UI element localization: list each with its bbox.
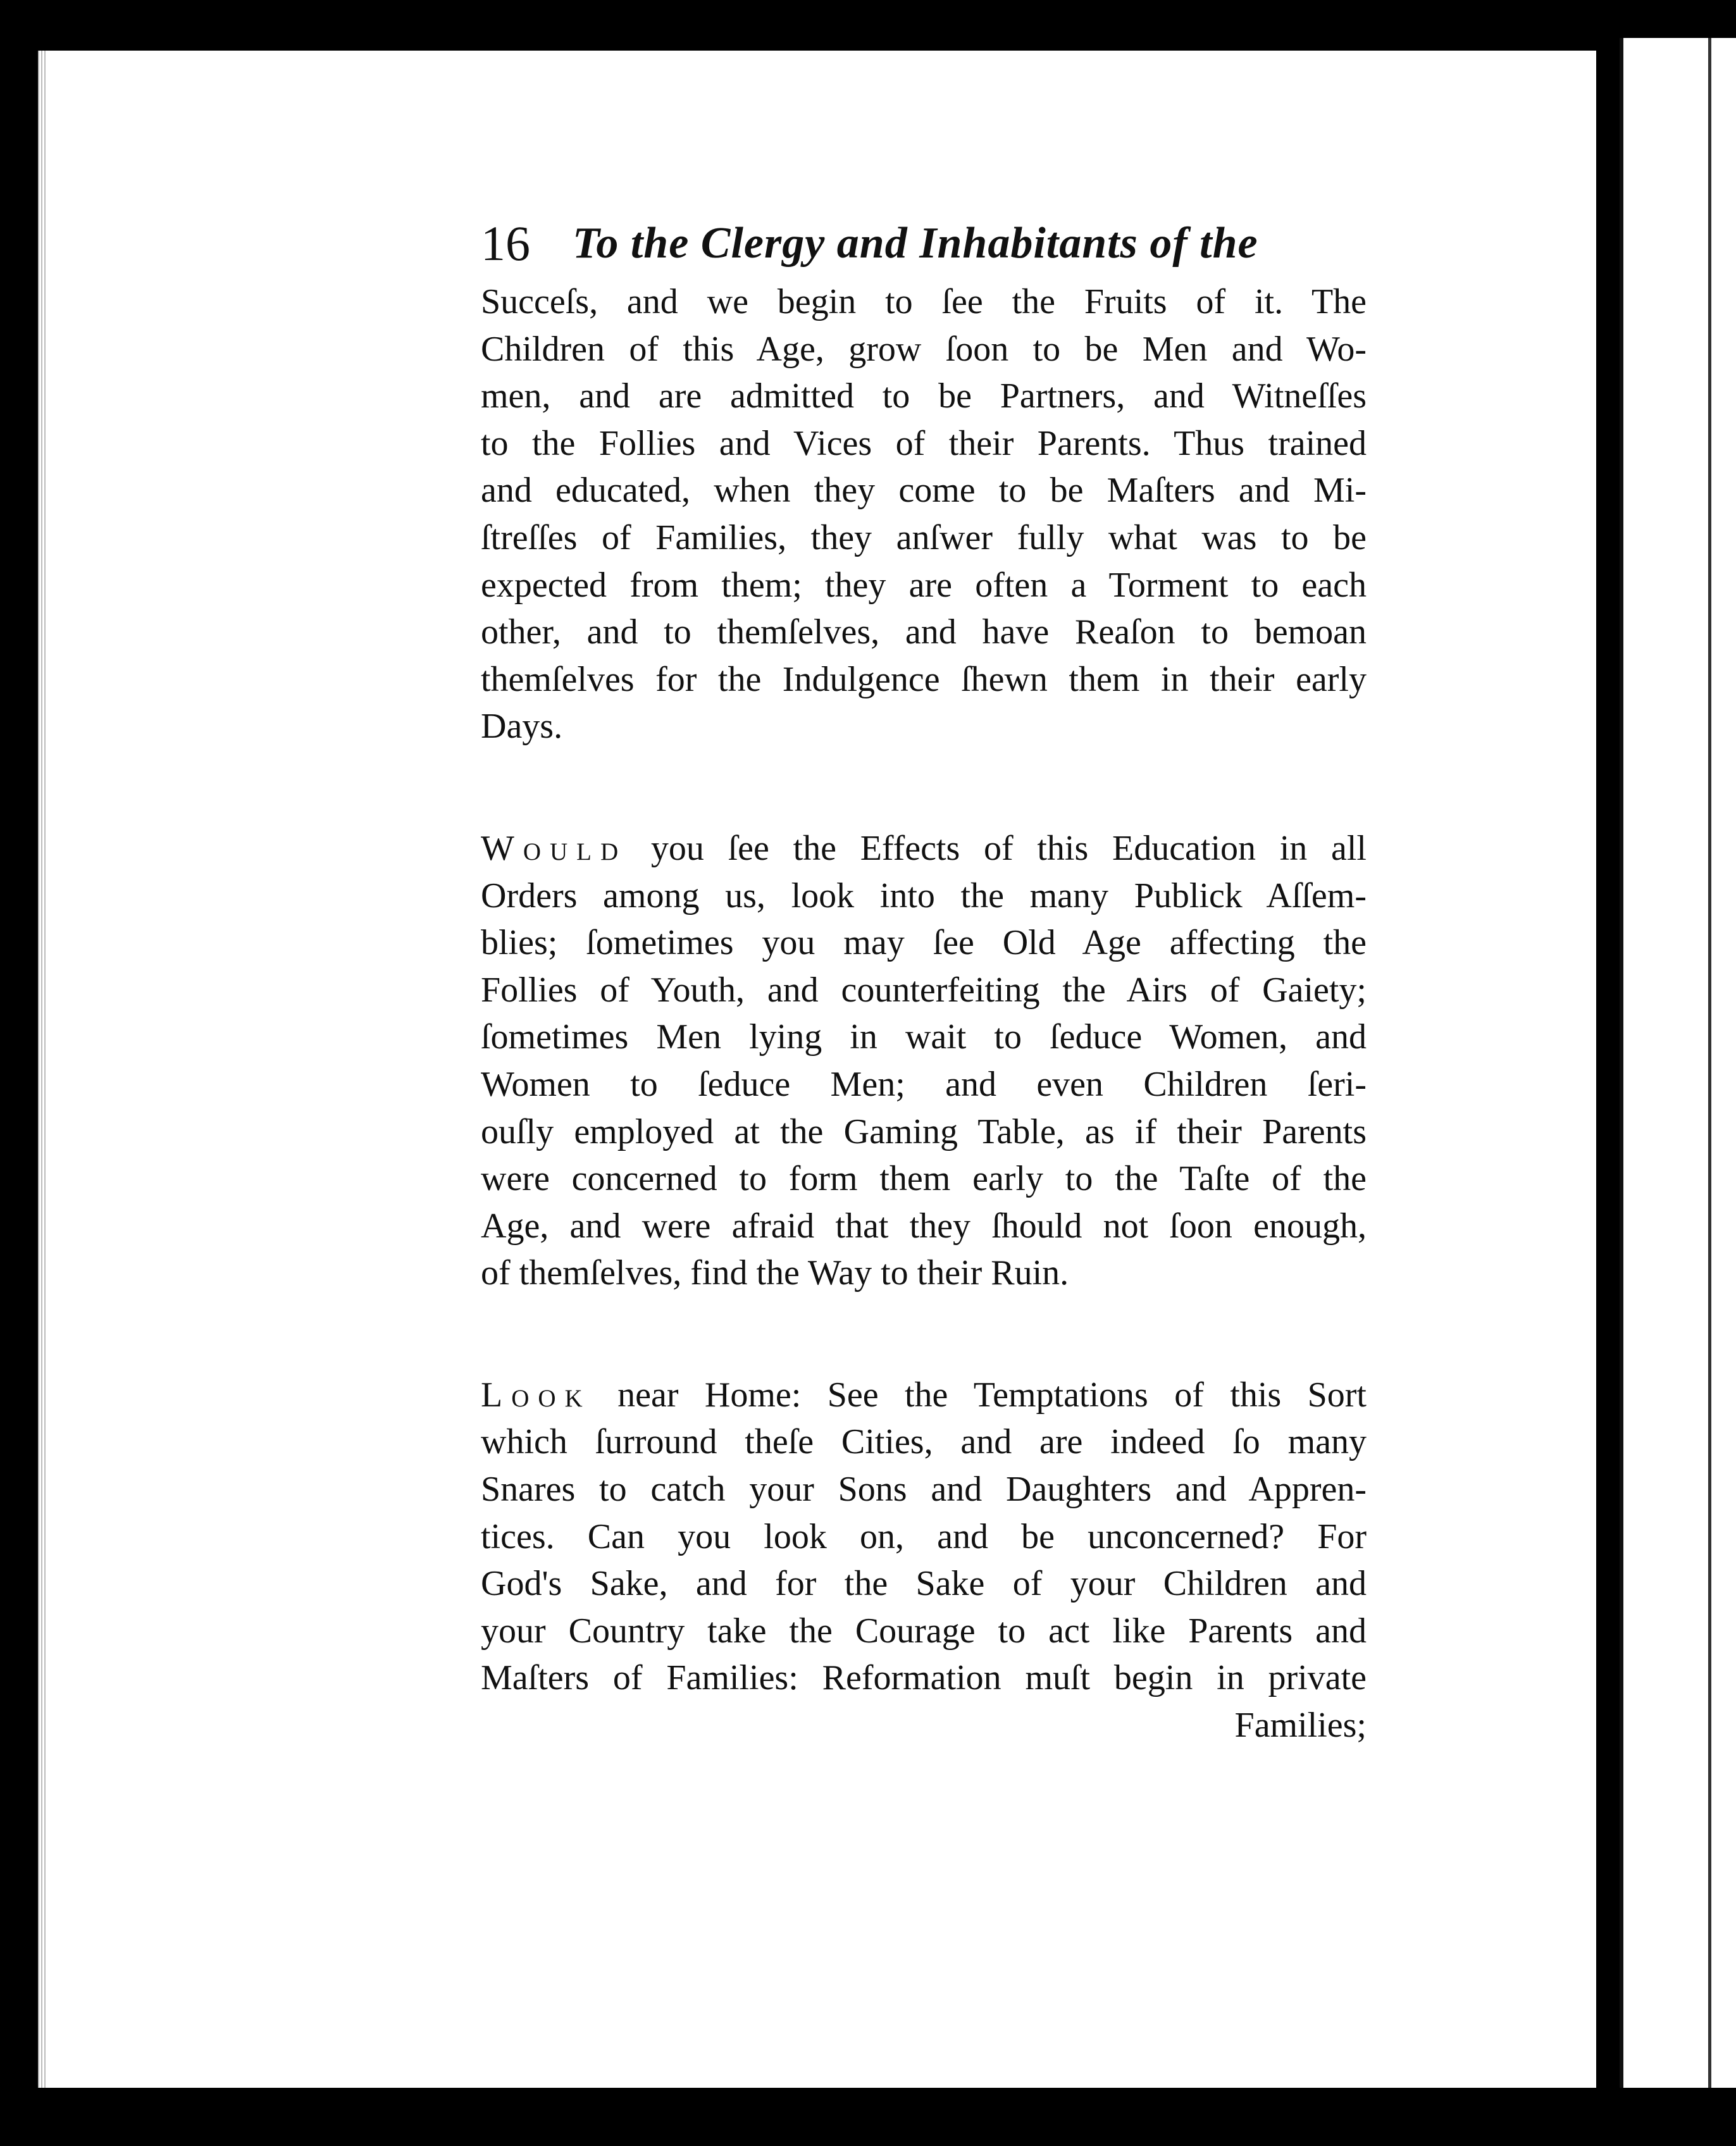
text-line: ouſly employed at the Gaming Table, as if their Parents <box>481 1112 1367 1151</box>
text-line: Children of this Age, grow ſoon to be Men and Wo- <box>481 329 1367 369</box>
text-line-rest: you ſee the Effects of this Education in all <box>627 828 1367 868</box>
running-head: To the Clergy and Inhabitants of the <box>573 219 1258 268</box>
text-line: were concerned to form them early to the Taſte of the <box>481 1159 1367 1199</box>
text-line: Maſters of Families: Reformation muſt begin in private <box>481 1658 1367 1698</box>
text-line-rest: near Home: See the Temptations of this Sort <box>591 1375 1367 1415</box>
text-line: men, and are admitted to be Partners, and Witneſſes <box>481 376 1367 416</box>
text-line: Follies of Youth, and counterfeiting the Airs of Gaiety; <box>481 970 1367 1010</box>
text-line: blies; ſometimes you may ſee Old Age affecting the <box>481 923 1367 963</box>
text-line: expected from them; they are often a Torment to each <box>481 565 1367 605</box>
paragraph-gap <box>481 750 1367 825</box>
text-line: God's Sake, and for the Sake of your Children and <box>481 1564 1367 1604</box>
paragraph-gap <box>481 1297 1367 1372</box>
text-line: and educated, when they come to be Maſters and Mi- <box>481 471 1367 511</box>
text-line: themſelves for the Indulgence ſhewn them in their early <box>481 659 1367 699</box>
text-line: tices. Can you look on, and be unconcerned? For <box>481 1516 1367 1556</box>
text-line: of themſelves, find the Way to their Ruin. <box>481 1253 1069 1293</box>
paragraph-lead-word: Would <box>481 828 628 868</box>
catchword: Families; <box>1234 1706 1367 1746</box>
body-text <box>481 278 1367 1749</box>
facing-page-edge <box>1620 38 1736 2100</box>
facing-page-shadow <box>1708 38 1711 2100</box>
text-line: Snares to catch your Sons and Daughters and Appren- <box>481 1470 1367 1510</box>
text-line: Days. <box>481 707 563 747</box>
text-line: Succeſs, and we begin to ſee the Fruits of it. The <box>481 282 1367 321</box>
page-number: 16 <box>481 216 530 271</box>
text-line: Age, and were afraid that they ſhould not ſoon enough, <box>481 1206 1367 1246</box>
text-line: to the Follies and Vices of their Parents. Thus trained <box>481 423 1367 463</box>
text-line: Women to ſeduce Men; and even Children ſeri- <box>481 1064 1367 1104</box>
text-line <box>481 1372 1367 1419</box>
text-line <box>481 825 1367 872</box>
text-line: ſometimes Men lying in wait to ſeduce Women, and <box>481 1017 1367 1057</box>
text-line: which ſurround theſe Cities, and are indeed ſo many <box>481 1422 1367 1462</box>
text-line: other, and to themſelves, and have Reaſon to bemoan <box>481 612 1367 652</box>
text-line: Orders among us, look into the many Publick Aſſem- <box>481 876 1367 915</box>
text-line: your Country take the Courage to act like Parents and <box>481 1611 1367 1651</box>
scan-bottom-border <box>38 2088 1736 2146</box>
page-header <box>481 209 1392 278</box>
text-line: ſtreſſes of Families, they anſwer fully what was to be <box>481 518 1367 557</box>
paragraph-lead-word: Look <box>481 1375 592 1415</box>
page-stack-edge <box>38 51 47 2088</box>
